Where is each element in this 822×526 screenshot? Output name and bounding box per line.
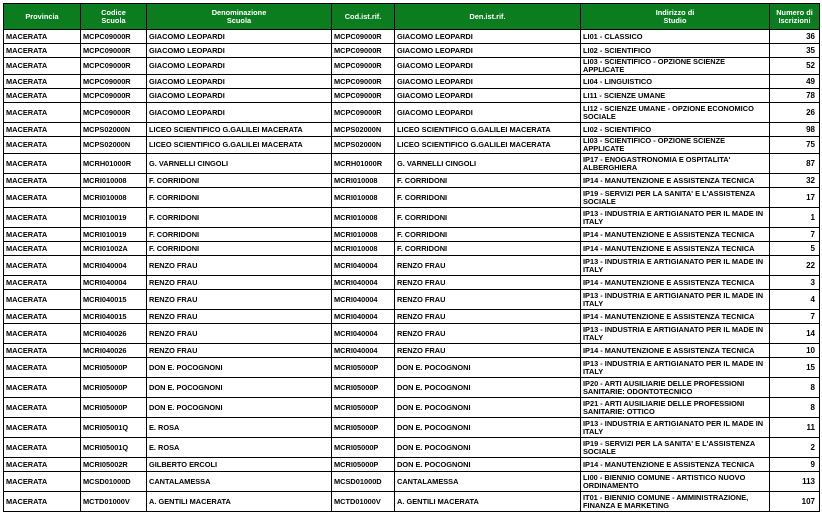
cell-codice-scuola: MCRI010008 [81, 174, 147, 188]
cell-numero-iscrizioni: 78 [770, 89, 820, 103]
cell-codice-scuola: MCRI040015 [81, 290, 147, 310]
cell-numero-iscrizioni: 22 [770, 256, 820, 276]
cell-provincia: MACERATA [4, 89, 81, 103]
cell-provincia: MACERATA [4, 103, 81, 123]
table-row [4, 472, 820, 492]
cell-den-ist-rif: LICEO SCIENTIFICO G.GALILEI MACERATA [395, 123, 581, 137]
cell-numero-iscrizioni: 107 [770, 492, 820, 512]
table-row [4, 344, 820, 358]
cell-provincia: MACERATA [4, 398, 81, 418]
cell-numero-iscrizioni: 52 [770, 58, 820, 75]
cell-provincia: MACERATA [4, 44, 81, 58]
cell-provincia: MACERATA [4, 137, 81, 154]
cell-codice-scuola: MCRI040004 [81, 256, 147, 276]
cell-numero-iscrizioni: 3 [770, 276, 820, 290]
cell-denominazione-scuola: DON E. POCOGNONI [147, 378, 332, 398]
cell-den-ist-rif: GIACOMO LEOPARDI [395, 89, 581, 103]
cell-denominazione-scuola: F. CORRIDONI [147, 228, 332, 242]
cell-provincia: MACERATA [4, 458, 81, 472]
cell-codice-scuola: MCPC09000R [81, 103, 147, 123]
cell-codice-scuola: MCPC09000R [81, 89, 147, 103]
cell-denominazione-scuola: GIACOMO LEOPARDI [147, 103, 332, 123]
cell-codice-scuola: MCRI010008 [81, 188, 147, 208]
table-row [4, 358, 820, 378]
table-row [4, 123, 820, 137]
cell-denominazione-scuola: GIACOMO LEOPARDI [147, 75, 332, 89]
cell-cod-ist-rif: MCRI040004 [332, 324, 395, 344]
cell-denominazione-scuola: RENZO FRAU [147, 290, 332, 310]
cell-den-ist-rif: RENZO FRAU [395, 256, 581, 276]
table-row [4, 458, 820, 472]
cell-indirizzo-studio: IP13 - INDUSTRIA E ARTIGIANATO PER IL MADE IN ITALY [581, 324, 770, 344]
cell-provincia: MACERATA [4, 276, 81, 290]
cell-numero-iscrizioni: 11 [770, 418, 820, 438]
cell-denominazione-scuola: RENZO FRAU [147, 344, 332, 358]
cell-denominazione-scuola: A. GENTILI MACERATA [147, 492, 332, 512]
cell-codice-scuola: MCRH01000R [81, 154, 147, 174]
cell-indirizzo-studio: IP19 - SERVIZI PER LA SANITA' E L'ASSISTENZA SOCIALE [581, 438, 770, 458]
cell-provincia: MACERATA [4, 358, 81, 378]
cell-den-ist-rif: RENZO FRAU [395, 290, 581, 310]
table-row [4, 492, 820, 512]
cell-indirizzo-studio: IP13 - INDUSTRIA E ARTIGIANATO PER IL MADE IN ITALY [581, 256, 770, 276]
cell-codice-scuola: MCSD01000D [81, 472, 147, 492]
cell-den-ist-rif: DON E. POCOGNONI [395, 438, 581, 458]
cell-codice-scuola: MCRI010019 [81, 228, 147, 242]
cell-den-ist-rif: RENZO FRAU [395, 344, 581, 358]
table-row [4, 58, 820, 75]
cell-denominazione-scuola: F. CORRIDONI [147, 174, 332, 188]
cell-den-ist-rif: F. CORRIDONI [395, 208, 581, 228]
cell-codice-scuola: MCRI05001Q [81, 438, 147, 458]
table-row [4, 103, 820, 123]
cell-provincia: MACERATA [4, 174, 81, 188]
cell-numero-iscrizioni: 8 [770, 398, 820, 418]
cell-provincia: MACERATA [4, 418, 81, 438]
cell-denominazione-scuola: GIACOMO LEOPARDI [147, 58, 332, 75]
header-den-ist-rif: Den.ist.rif. [395, 4, 581, 30]
cell-indirizzo-studio: IT01 - BIENNIO COMUNE - AMMINISTRAZIONE, FINANZA E MARKETING [581, 492, 770, 512]
cell-den-ist-rif: RENZO FRAU [395, 310, 581, 324]
cell-indirizzo-studio: IP14 - MANUTENZIONE E ASSISTENZA TECNICA [581, 310, 770, 324]
cell-provincia: MACERATA [4, 472, 81, 492]
cell-numero-iscrizioni: 26 [770, 103, 820, 123]
table-row [4, 276, 820, 290]
cell-numero-iscrizioni: 36 [770, 30, 820, 44]
table-row [4, 44, 820, 58]
cell-cod-ist-rif: MCRI05000P [332, 378, 395, 398]
cell-numero-iscrizioni: 98 [770, 123, 820, 137]
cell-codice-scuola: MCRI040015 [81, 310, 147, 324]
cell-numero-iscrizioni: 2 [770, 438, 820, 458]
cell-provincia: MACERATA [4, 188, 81, 208]
header-cod-ist-rif: Cod.ist.rif. [332, 4, 395, 30]
cell-numero-iscrizioni: 10 [770, 344, 820, 358]
cell-den-ist-rif: DON E. POCOGNONI [395, 458, 581, 472]
table-row [4, 30, 820, 44]
cell-codice-scuola: MCPC09000R [81, 30, 147, 44]
cell-indirizzo-studio: IP14 - MANUTENZIONE E ASSISTENZA TECNICA [581, 458, 770, 472]
cell-indirizzo-studio: LI11 - SCIENZE UMANE [581, 89, 770, 103]
cell-cod-ist-rif: MCRI040004 [332, 344, 395, 358]
cell-indirizzo-studio: LI00 - BIENNIO COMUNE - ARTISTICO NUOVO ORDINAMENTO [581, 472, 770, 492]
cell-denominazione-scuola: GIACOMO LEOPARDI [147, 89, 332, 103]
cell-denominazione-scuola: DON E. POCOGNONI [147, 398, 332, 418]
cell-provincia: MACERATA [4, 492, 81, 512]
table-body [4, 30, 820, 512]
cell-indirizzo-studio: IP14 - MANUTENZIONE E ASSISTENZA TECNICA [581, 228, 770, 242]
cell-denominazione-scuola: F. CORRIDONI [147, 242, 332, 256]
header-indirizzo-studio: Indirizzo di Studio [581, 4, 770, 30]
cell-numero-iscrizioni: 32 [770, 174, 820, 188]
cell-codice-scuola: MCRI040026 [81, 324, 147, 344]
cell-indirizzo-studio: LI02 - SCIENTIFICO [581, 44, 770, 58]
cell-den-ist-rif: DON E. POCOGNONI [395, 358, 581, 378]
cell-provincia: MACERATA [4, 438, 81, 458]
cell-cod-ist-rif: MCPC09000R [332, 103, 395, 123]
table-row [4, 188, 820, 208]
table-row [4, 154, 820, 174]
table-row [4, 438, 820, 458]
cell-codice-scuola: MCRI040026 [81, 344, 147, 358]
cell-denominazione-scuola: RENZO FRAU [147, 276, 332, 290]
cell-codice-scuola: MCRI05000P [81, 398, 147, 418]
cell-cod-ist-rif: MCRI05000P [332, 358, 395, 378]
cell-denominazione-scuola: F. CORRIDONI [147, 188, 332, 208]
cell-numero-iscrizioni: 1 [770, 208, 820, 228]
cell-provincia: MACERATA [4, 324, 81, 344]
cell-den-ist-rif: F. CORRIDONI [395, 174, 581, 188]
cell-cod-ist-rif: MCRI010008 [332, 208, 395, 228]
cell-denominazione-scuola: CANTALAMESSA [147, 472, 332, 492]
cell-denominazione-scuola: DON E. POCOGNONI [147, 358, 332, 378]
cell-cod-ist-rif: MCPC09000R [332, 89, 395, 103]
cell-den-ist-rif: CANTALAMESSA [395, 472, 581, 492]
cell-numero-iscrizioni: 7 [770, 228, 820, 242]
cell-codice-scuola: MCPC09000R [81, 75, 147, 89]
cell-indirizzo-studio: LI12 - SCIENZE UMANE - OPZIONE ECONOMICO SOCIALE [581, 103, 770, 123]
cell-indirizzo-studio: IP14 - MANUTENZIONE E ASSISTENZA TECNICA [581, 344, 770, 358]
cell-codice-scuola: MCPS02000N [81, 137, 147, 154]
cell-cod-ist-rif: MCPS02000N [332, 137, 395, 154]
cell-cod-ist-rif: MCRI010008 [332, 228, 395, 242]
cell-codice-scuola: MCRI01002A [81, 242, 147, 256]
cell-numero-iscrizioni: 14 [770, 324, 820, 344]
cell-cod-ist-rif: MCRH01000R [332, 154, 395, 174]
cell-codice-scuola: MCPC09000R [81, 58, 147, 75]
table-row [4, 174, 820, 188]
cell-indirizzo-studio: IP21 - ARTI AUSILIARIE DELLE PROFESSIONI SANITARIE: OTTICO [581, 398, 770, 418]
cell-provincia: MACERATA [4, 228, 81, 242]
cell-indirizzo-studio: IP13 - INDUSTRIA E ARTIGIANATO PER IL MADE IN ITALY [581, 418, 770, 438]
table-row [4, 310, 820, 324]
cell-cod-ist-rif: MCPC09000R [332, 30, 395, 44]
cell-den-ist-rif: F. CORRIDONI [395, 228, 581, 242]
table-row [4, 137, 820, 154]
enrollment-table-container [3, 3, 820, 512]
cell-indirizzo-studio: IP14 - MANUTENZIONE E ASSISTENZA TECNICA [581, 276, 770, 290]
cell-indirizzo-studio: LI02 - SCIENTIFICO [581, 123, 770, 137]
table-row [4, 89, 820, 103]
cell-cod-ist-rif: MCRI05000P [332, 438, 395, 458]
cell-provincia: MACERATA [4, 75, 81, 89]
cell-cod-ist-rif: MCRI05000P [332, 418, 395, 438]
table-row [4, 418, 820, 438]
cell-numero-iscrizioni: 5 [770, 242, 820, 256]
cell-denominazione-scuola: G. VARNELLI CINGOLI [147, 154, 332, 174]
header-provincia: Provincia [4, 4, 81, 30]
cell-numero-iscrizioni: 75 [770, 137, 820, 154]
cell-numero-iscrizioni: 49 [770, 75, 820, 89]
table-row [4, 324, 820, 344]
cell-indirizzo-studio: IP13 - INDUSTRIA E ARTIGIANATO PER IL MADE IN ITALY [581, 358, 770, 378]
table-row [4, 208, 820, 228]
cell-den-ist-rif: A. GENTILI MACERATA [395, 492, 581, 512]
cell-den-ist-rif: DON E. POCOGNONI [395, 418, 581, 438]
cell-codice-scuola: MCRI040004 [81, 276, 147, 290]
cell-indirizzo-studio: IP14 - MANUTENZIONE E ASSISTENZA TECNICA [581, 174, 770, 188]
cell-den-ist-rif: RENZO FRAU [395, 276, 581, 290]
cell-cod-ist-rif: MCSD01000D [332, 472, 395, 492]
cell-provincia: MACERATA [4, 154, 81, 174]
table-row [4, 256, 820, 276]
cell-cod-ist-rif: MCTD01000V [332, 492, 395, 512]
cell-denominazione-scuola: RENZO FRAU [147, 310, 332, 324]
cell-den-ist-rif: GIACOMO LEOPARDI [395, 30, 581, 44]
cell-denominazione-scuola: E. ROSA [147, 438, 332, 458]
cell-den-ist-rif: F. CORRIDONI [395, 242, 581, 256]
cell-den-ist-rif: LICEO SCIENTIFICO G.GALILEI MACERATA [395, 137, 581, 154]
cell-provincia: MACERATA [4, 242, 81, 256]
cell-numero-iscrizioni: 113 [770, 472, 820, 492]
cell-denominazione-scuola: GIACOMO LEOPARDI [147, 30, 332, 44]
cell-numero-iscrizioni: 87 [770, 154, 820, 174]
cell-codice-scuola: MCRI010019 [81, 208, 147, 228]
cell-provincia: MACERATA [4, 290, 81, 310]
cell-codice-scuola: MCTD01000V [81, 492, 147, 512]
cell-cod-ist-rif: MCRI05000P [332, 398, 395, 418]
cell-indirizzo-studio: IP13 - INDUSTRIA E ARTIGIANATO PER IL MADE IN ITALY [581, 290, 770, 310]
table-row [4, 75, 820, 89]
cell-den-ist-rif: DON E. POCOGNONI [395, 378, 581, 398]
cell-provincia: MACERATA [4, 30, 81, 44]
cell-den-ist-rif: GIACOMO LEOPARDI [395, 44, 581, 58]
header-codice-scuola: Codice Scuola [81, 4, 147, 30]
cell-den-ist-rif: G. VARNELLI CINGOLI [395, 154, 581, 174]
cell-cod-ist-rif: MCRI05000P [332, 458, 395, 472]
cell-codice-scuola: MCPC09000R [81, 44, 147, 58]
cell-den-ist-rif: GIACOMO LEOPARDI [395, 58, 581, 75]
cell-denominazione-scuola: RENZO FRAU [147, 256, 332, 276]
cell-den-ist-rif: GIACOMO LEOPARDI [395, 103, 581, 123]
cell-den-ist-rif: RENZO FRAU [395, 324, 581, 344]
cell-codice-scuola: MCRI05001Q [81, 418, 147, 438]
cell-provincia: MACERATA [4, 58, 81, 75]
table-row [4, 242, 820, 256]
cell-den-ist-rif: F. CORRIDONI [395, 188, 581, 208]
cell-cod-ist-rif: MCPC09000R [332, 58, 395, 75]
cell-denominazione-scuola: E. ROSA [147, 418, 332, 438]
cell-denominazione-scuola: RENZO FRAU [147, 324, 332, 344]
cell-cod-ist-rif: MCRI010008 [332, 174, 395, 188]
cell-numero-iscrizioni: 35 [770, 44, 820, 58]
cell-denominazione-scuola: F. CORRIDONI [147, 208, 332, 228]
cell-indirizzo-studio: IP13 - INDUSTRIA E ARTIGIANATO PER IL MADE IN ITALY [581, 208, 770, 228]
cell-provincia: MACERATA [4, 378, 81, 398]
cell-denominazione-scuola: GILBERTO ERCOLI [147, 458, 332, 472]
cell-cod-ist-rif: MCRI040004 [332, 290, 395, 310]
cell-cod-ist-rif: MCRI040004 [332, 276, 395, 290]
cell-cod-ist-rif: MCPS02000N [332, 123, 395, 137]
cell-indirizzo-studio: LI01 - CLASSICO [581, 30, 770, 44]
cell-provincia: MACERATA [4, 123, 81, 137]
table-row [4, 378, 820, 398]
cell-indirizzo-studio: IP14 - MANUTENZIONE E ASSISTENZA TECNICA [581, 242, 770, 256]
cell-provincia: MACERATA [4, 344, 81, 358]
cell-cod-ist-rif: MCRI010008 [332, 188, 395, 208]
cell-den-ist-rif: GIACOMO LEOPARDI [395, 75, 581, 89]
cell-numero-iscrizioni: 9 [770, 458, 820, 472]
cell-provincia: MACERATA [4, 208, 81, 228]
cell-cod-ist-rif: MCRI040004 [332, 310, 395, 324]
cell-cod-ist-rif: MCPC09000R [332, 44, 395, 58]
table-row [4, 228, 820, 242]
cell-den-ist-rif: DON E. POCOGNONI [395, 398, 581, 418]
cell-indirizzo-studio: LI03 - SCIENTIFICO - OPZIONE SCIENZE APPLICATE [581, 58, 770, 75]
cell-indirizzo-studio: IP19 - SERVIZI PER LA SANITA' E L'ASSISTENZA SOCIALE [581, 188, 770, 208]
cell-numero-iscrizioni: 17 [770, 188, 820, 208]
cell-codice-scuola: MCRI05000P [81, 358, 147, 378]
cell-codice-scuola: MCRI05002R [81, 458, 147, 472]
cell-indirizzo-studio: LI03 - SCIENTIFICO - OPZIONE SCIENZE APPLICATE [581, 137, 770, 154]
cell-provincia: MACERATA [4, 310, 81, 324]
cell-codice-scuola: MCRI05000P [81, 378, 147, 398]
table-row [4, 398, 820, 418]
cell-denominazione-scuola: LICEO SCIENTIFICO G.GALILEI MACERATA [147, 123, 332, 137]
cell-indirizzo-studio: LI04 - LINGUISTICO [581, 75, 770, 89]
enrollment-table [3, 3, 820, 512]
cell-numero-iscrizioni: 7 [770, 310, 820, 324]
cell-numero-iscrizioni: 8 [770, 378, 820, 398]
cell-numero-iscrizioni: 4 [770, 290, 820, 310]
cell-indirizzo-studio: IP17 - ENOGASTRONOMIA E OSPITALITA' ALBERGHIERA [581, 154, 770, 174]
cell-codice-scuola: MCPS02000N [81, 123, 147, 137]
cell-denominazione-scuola: LICEO SCIENTIFICO G.GALILEI MACERATA [147, 137, 332, 154]
cell-indirizzo-studio: IP20 - ARTI AUSILIARIE DELLE PROFESSIONI SANITARIE: ODONTOTECNICO [581, 378, 770, 398]
header-numero-iscrizioni: Numero di Iscrizioni [770, 4, 820, 30]
header-denominazione-scuola: Denominazione Scuola [147, 4, 332, 30]
cell-numero-iscrizioni: 15 [770, 358, 820, 378]
header-row [4, 4, 820, 30]
cell-cod-ist-rif: MCPC09000R [332, 75, 395, 89]
cell-cod-ist-rif: MCRI010008 [332, 242, 395, 256]
table-row [4, 290, 820, 310]
cell-provincia: MACERATA [4, 256, 81, 276]
cell-denominazione-scuola: GIACOMO LEOPARDI [147, 44, 332, 58]
cell-cod-ist-rif: MCRI040004 [332, 256, 395, 276]
